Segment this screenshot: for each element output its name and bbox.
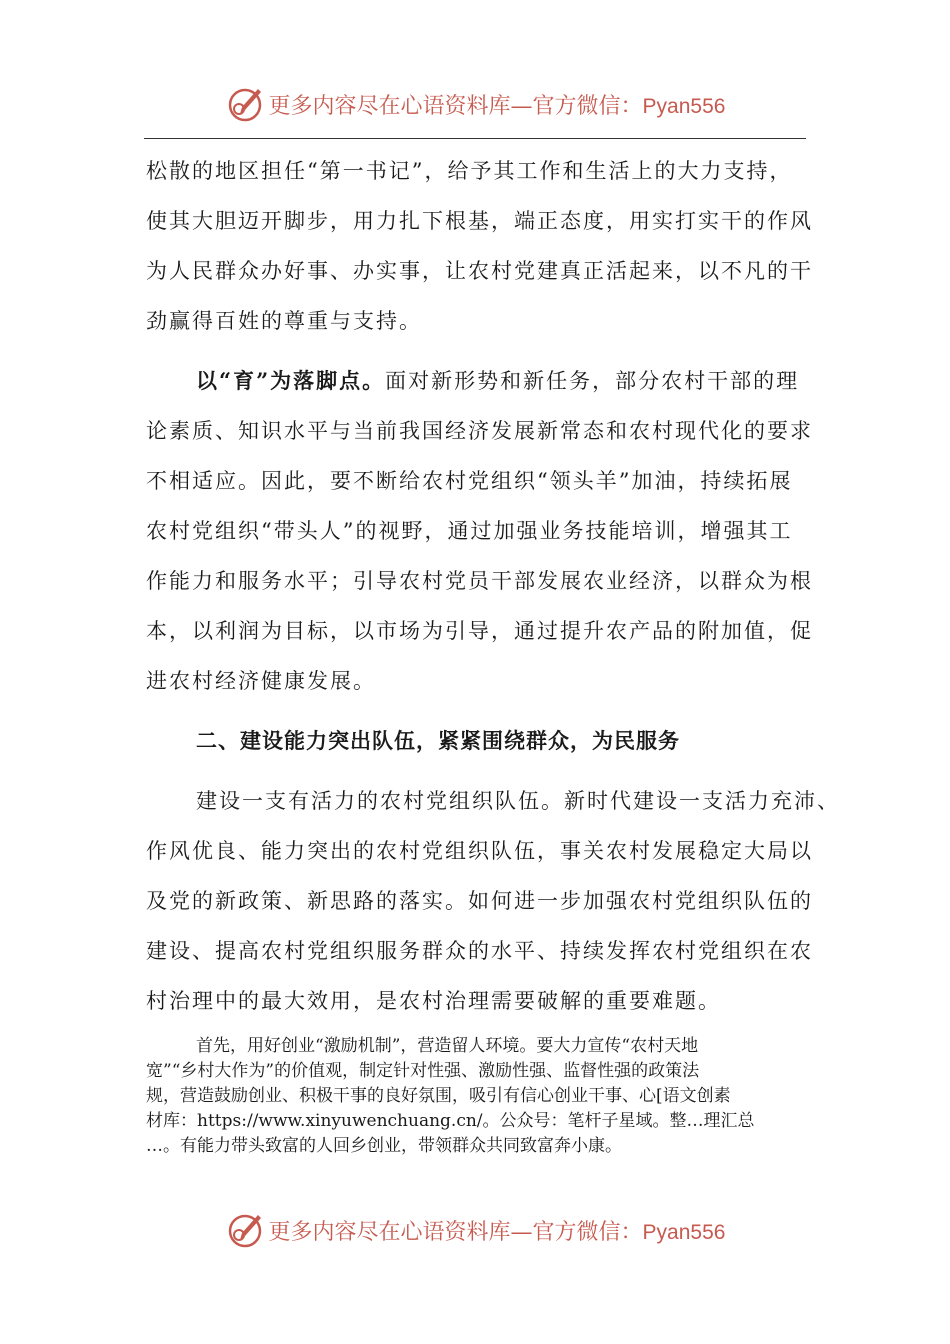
paragraph-1-line: 为人民群众办好事、办实事，让农村党建真正活起来，以不凡的干 <box>146 259 813 283</box>
footer-wechat-id: Pyan556 <box>642 1220 726 1244</box>
paragraph-2-line: 不相适应。因此，要不断给农村党组织“领头羊”加油，持续拓展 <box>146 469 793 493</box>
header-rule <box>144 138 806 139</box>
paragraph-3-line: 建设、提高农村党组织服务群众的水平、持续发挥农村党组织在农 <box>146 939 813 963</box>
paragraph-4-line: …。有能力带头致富的人回乡创业，带领群众共同致富奔小康。 <box>146 1136 622 1156</box>
paragraph-3 <box>146 776 840 1026</box>
pen-logo-icon <box>225 84 265 124</box>
paragraph-2-line: 本，以利润为目标，以市场为引导，通过提升农产品的附加值，促 <box>146 619 813 643</box>
paragraph-4-line: 首先，用好创业“激励机制”，营造留人环境。要大力宣传“农村天地 <box>196 1036 699 1056</box>
section-heading: 二、建设能力突出队伍，紧紧围绕群众，为民服务 <box>196 728 680 753</box>
header-banner <box>0 82 950 126</box>
paragraph-2-first-line: 面对新形势和新任务，部分农村干部的理 <box>385 369 800 393</box>
header-banner-text: 更多内容尽在心语资料库—官方微信： <box>268 93 643 119</box>
paragraph-1 <box>146 146 813 346</box>
pen-logo-icon <box>225 1210 265 1250</box>
paragraph-4 <box>146 1034 810 1159</box>
paragraph-3-line: 建设一支有活力的农村党组织队伍。新时代建设一支活力充沛、 <box>196 789 840 813</box>
paragraph-4-line: 宽”“乡村大作为”的价值观，制定针对性强、激励性强、监督性强的政策法 <box>146 1061 700 1081</box>
paragraph-2 <box>146 356 813 706</box>
paragraph-2-line: 进农村经济健康发展。 <box>146 669 376 693</box>
paragraph-3-line: 作风优良、能力突出的农村党组织队伍，事关农村发展稳定大局以 <box>146 839 813 863</box>
paragraph-2-lead: 以“育”为落脚点。 <box>196 368 386 393</box>
paragraph-4-line: 材库：https://www.xinyuwenchuang.cn/。公众号：笔杆子星域。整…理汇总 <box>146 1111 755 1131</box>
paragraph-4-line: 规，营造鼓励创业、积极干事的良好氛围，吸引有信心创业干事、心[语文创素 <box>146 1086 731 1106</box>
paragraph-1-line: 松散的地区担任“第一书记”，给予其工作和生活上的大力支持， <box>146 159 793 183</box>
footer-banner-text: 更多内容尽在心语资料库—官方微信： <box>268 1219 643 1245</box>
document-body <box>146 146 840 1159</box>
paragraph-1-line: 劲赢得百姓的尊重与支持。 <box>146 309 422 333</box>
paragraph-3-line: 村治理中的最大效用，是农村治理需要破解的重要难题。 <box>146 989 721 1013</box>
paragraph-1-line: 使其大胆迈开脚步，用力扎下根基，端正态度，用实打实干的作风 <box>146 209 813 233</box>
paragraph-2-line: 农村党组织“带头人”的视野，通过加强业务技能培训，增强其工 <box>146 519 793 543</box>
paragraph-3-line: 及党的新政策、新思路的落实。如何进一步加强农村党组织队伍的 <box>146 889 813 913</box>
paragraph-2-line: 作能力和服务水平；引导农村党员干部发展农业经济，以群众为根 <box>146 569 813 593</box>
footer-banner <box>0 1208 950 1252</box>
header-wechat-id: Pyan556 <box>642 94 726 118</box>
paragraph-2-line: 论素质、知识水平与当前我国经济发展新常态和农村现代化的要求 <box>146 419 813 443</box>
